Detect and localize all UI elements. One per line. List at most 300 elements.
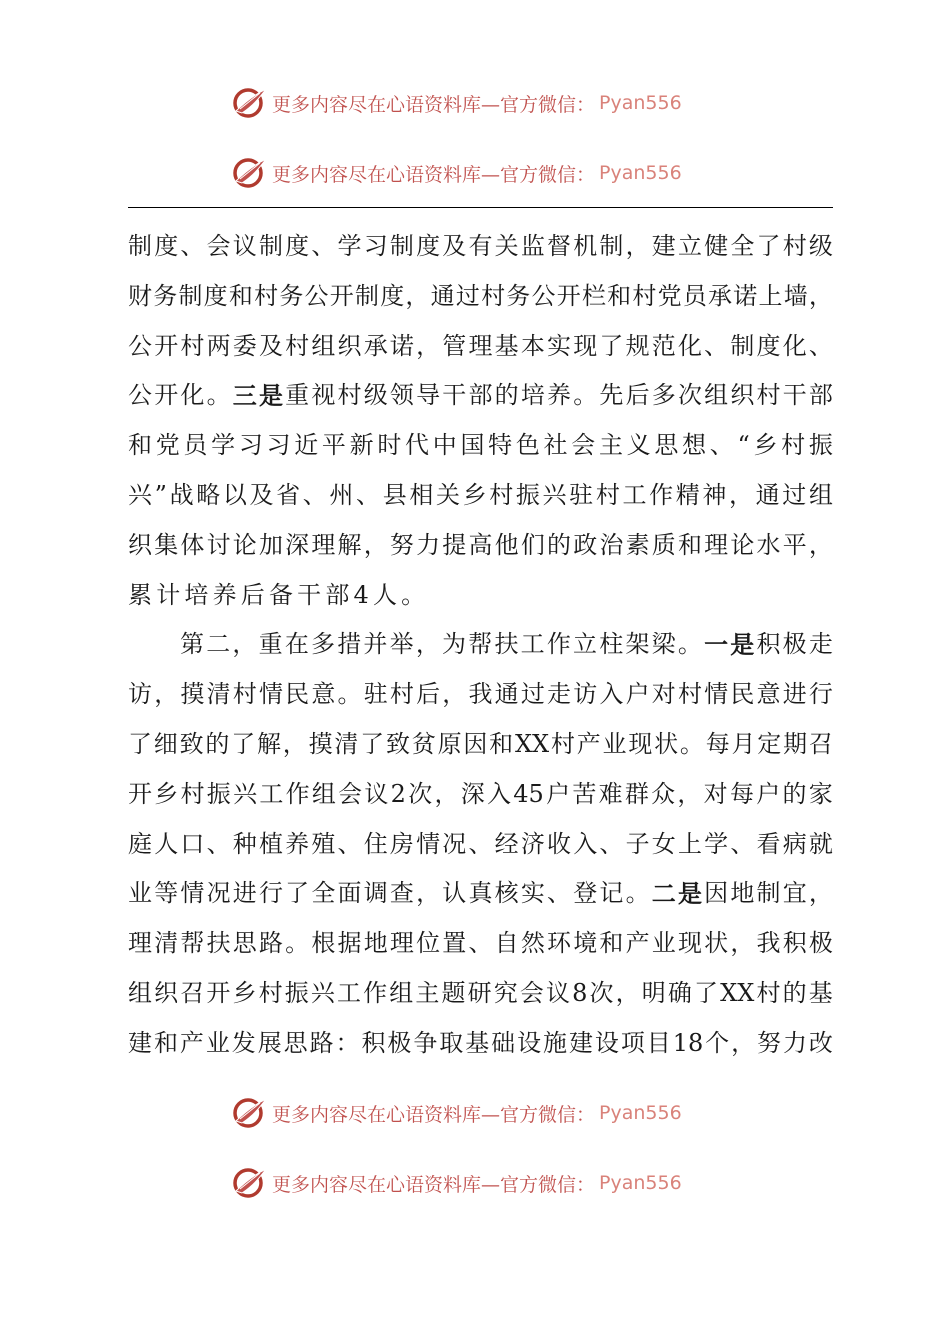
text-char: 会 xyxy=(338,779,363,808)
text-char: 理 xyxy=(128,929,152,958)
text-char: 养 xyxy=(285,829,310,858)
text-line xyxy=(128,371,833,421)
text-char: 入 xyxy=(573,829,598,858)
text-char: 二 xyxy=(206,630,231,659)
text-char: 兴 xyxy=(542,480,567,509)
text-char: 、 xyxy=(356,480,381,509)
text-char: ， xyxy=(729,480,754,509)
text-char: 制 xyxy=(730,331,755,360)
text-char: 加 xyxy=(258,530,283,559)
text-char: 习 xyxy=(363,232,388,260)
text-char: 务 xyxy=(279,281,304,310)
text-char: 现 xyxy=(628,729,653,758)
text-char: 、 xyxy=(730,829,755,858)
text-char: 第 xyxy=(180,630,204,659)
text-char: 清 xyxy=(206,680,231,709)
text-char: 群 xyxy=(624,779,649,808)
text-char: 关 xyxy=(435,480,460,509)
text-char: 级 xyxy=(808,232,833,260)
text-char: 致 xyxy=(385,729,410,758)
text-char: 乡 xyxy=(753,431,778,460)
text-char: 思 xyxy=(232,929,257,958)
text-char: 设 xyxy=(594,1028,619,1057)
text-line xyxy=(128,471,833,521)
text-char: 栏 xyxy=(581,281,606,310)
text-char: 召 xyxy=(808,729,833,758)
text-char: 贫 xyxy=(411,729,436,758)
text-char: 对 xyxy=(703,779,728,808)
text-char: 基 xyxy=(808,978,833,1007)
text-char: 病 xyxy=(782,829,807,858)
text-char: 制 xyxy=(354,281,379,310)
text-char: ， xyxy=(808,281,833,310)
text-char: 极 xyxy=(808,929,833,958)
text-char: 目 xyxy=(646,1028,671,1057)
text-char: 督 xyxy=(547,232,571,260)
text-char: 民 xyxy=(730,680,755,709)
text-line xyxy=(128,222,833,272)
text-char: 现 xyxy=(677,929,702,958)
text-char: 省 xyxy=(276,480,301,509)
text-char: 村 xyxy=(756,978,781,1007)
text-char: 色 xyxy=(515,431,540,460)
text-char: 习 xyxy=(266,431,291,460)
text-char: 在 xyxy=(284,630,309,659)
text-char: 义 xyxy=(626,431,651,460)
text-char: 化 xyxy=(180,381,205,410)
text-char: 况 xyxy=(206,879,231,908)
text-char: 高 xyxy=(468,530,493,559)
text-char: 摸 xyxy=(308,729,333,758)
text-char: 上 xyxy=(677,829,702,858)
text-char: 化 xyxy=(782,331,807,360)
quill-logo-icon xyxy=(230,85,270,121)
text-char: 项 xyxy=(620,1028,645,1057)
text-char: 州 xyxy=(329,480,354,509)
text-char: 走 xyxy=(808,630,833,659)
text-char: 、 xyxy=(206,829,231,858)
text-char: 振 xyxy=(206,779,231,808)
text-char: ， xyxy=(730,929,755,958)
text-char: 致 xyxy=(179,729,204,758)
text-char: 诺 xyxy=(389,331,414,360)
text-char: 改 xyxy=(808,1028,833,1057)
text-char: 部 xyxy=(808,381,833,410)
text-char: XX xyxy=(720,978,755,1007)
text-char: 制 xyxy=(128,232,152,260)
text-char: 题 xyxy=(441,978,466,1007)
text-char: 然 xyxy=(520,929,545,958)
text-char: 平 xyxy=(782,530,807,559)
text-char: 诺 xyxy=(733,281,758,310)
text-char: 神 xyxy=(702,480,727,509)
text-char: 议 xyxy=(232,232,257,260)
text-char: 养 xyxy=(212,580,237,609)
text-char: 帮 xyxy=(468,630,493,659)
quill-logo-icon xyxy=(230,1095,270,1131)
text-char: 了 xyxy=(231,729,256,758)
text-char: 、 xyxy=(547,879,571,908)
text-char: ： xyxy=(335,1028,360,1057)
text-char: 业 xyxy=(602,729,627,758)
text-char: 部 xyxy=(468,381,493,410)
text-char: 柱 xyxy=(599,630,624,659)
text-char: 住 xyxy=(363,829,388,858)
text-char: 管 xyxy=(442,331,467,360)
banner-wechat-id: Pyan556 xyxy=(599,1172,682,1194)
bold-text: 是 xyxy=(730,630,755,660)
text-char: 植 xyxy=(258,829,283,858)
text-char: 村 xyxy=(550,729,575,758)
text-char: 多 xyxy=(651,381,676,410)
text-line xyxy=(128,919,833,969)
text-char: 村 xyxy=(180,331,205,360)
text-char: 习 xyxy=(238,431,263,460)
text-char: 组 xyxy=(389,978,414,1007)
text-char: 争 xyxy=(413,1028,438,1057)
text-line xyxy=(128,869,833,919)
text-char: 组 xyxy=(311,331,336,360)
text-char: 进 xyxy=(782,680,807,709)
text-char: 制 xyxy=(756,879,781,908)
text-char: 素 xyxy=(625,530,650,559)
text-char: 庭 xyxy=(128,829,152,858)
text-char: 村 xyxy=(677,680,702,709)
text-char: 设 xyxy=(517,1028,542,1057)
text-char: 产 xyxy=(576,729,601,758)
text-char: 情 xyxy=(180,879,205,908)
text-char: 乡 xyxy=(462,480,487,509)
banner-wechat-id: Pyan556 xyxy=(599,1102,682,1124)
text-char: 了 xyxy=(285,879,310,908)
text-char: 户 xyxy=(756,779,781,808)
text-char: 召 xyxy=(180,978,205,1007)
text-char: ， xyxy=(434,779,459,808)
text-char: 导 xyxy=(416,381,441,410)
text-char: 工 xyxy=(259,779,284,808)
text-char: 情 xyxy=(704,680,729,709)
text-char: 多 xyxy=(311,630,336,659)
bold-text: 一 xyxy=(704,630,729,660)
text-char: 。 xyxy=(677,630,702,659)
text-char: 新 xyxy=(349,431,374,460)
text-char: 帮 xyxy=(180,929,205,958)
text-char: 国 xyxy=(460,431,485,460)
bold-text: 是 xyxy=(258,381,283,411)
text-char: 深 xyxy=(460,779,485,808)
text-char: 后 xyxy=(240,580,265,609)
text-char: 访 xyxy=(573,680,598,709)
text-char: 织 xyxy=(337,331,362,360)
text-char: 理 xyxy=(389,929,414,958)
text-char: 宜 xyxy=(782,879,807,908)
text-char: 立 xyxy=(677,232,702,260)
text-char: 业 xyxy=(205,1028,230,1057)
text-char: 女 xyxy=(651,829,676,858)
text-char: ， xyxy=(232,630,257,659)
text-char: 产 xyxy=(625,929,650,958)
text-char: 讨 xyxy=(206,530,231,559)
text-char: 范 xyxy=(651,331,676,360)
text-char: 况 xyxy=(442,829,467,858)
text-char: 置 xyxy=(442,929,467,958)
text-char: 通 xyxy=(494,680,519,709)
text-char: 积 xyxy=(782,929,807,958)
text-char: 理 xyxy=(311,530,336,559)
text-char: 户 xyxy=(546,779,571,808)
text-char: 党 xyxy=(657,281,682,310)
text-char: 水 xyxy=(756,530,781,559)
text-char: 论 xyxy=(730,530,755,559)
text-char: 开 xyxy=(206,978,231,1007)
text-line xyxy=(128,969,833,1019)
text-char: 累 xyxy=(128,580,152,609)
text-char: 战 xyxy=(169,480,194,509)
text-char: 、 xyxy=(808,331,833,360)
text-char: 议 xyxy=(546,978,570,1007)
text-char: 和 xyxy=(128,431,152,460)
text-char: 代 xyxy=(405,431,430,460)
text-char: 作 xyxy=(285,779,310,808)
bold-text: 是 xyxy=(677,879,702,909)
text-char: 行 xyxy=(258,879,283,908)
text-char: XX xyxy=(514,729,550,758)
text-char: 兴 xyxy=(310,978,335,1007)
text-char: 会 xyxy=(206,232,231,260)
text-char: 关 xyxy=(494,232,519,260)
text-char: 组 xyxy=(704,381,729,410)
text-char: 干 xyxy=(442,381,467,410)
text-char: 时 xyxy=(377,431,402,460)
text-char: 努 xyxy=(757,1028,782,1057)
text-char: 路 xyxy=(309,1028,334,1057)
text-line xyxy=(128,620,833,670)
text-char: 面 xyxy=(337,879,362,908)
text-char: 和 xyxy=(599,929,624,958)
bold-text: 二 xyxy=(651,879,676,909)
text-char: ， xyxy=(808,879,833,908)
text-char: 个 xyxy=(705,1028,730,1057)
text-char: 度 xyxy=(380,281,405,310)
text-char: 境 xyxy=(573,929,598,958)
text-char: 组 xyxy=(128,978,152,1007)
text-char: 本 xyxy=(520,331,545,360)
text-char: 织 xyxy=(128,530,152,559)
text-char: 实 xyxy=(547,331,571,360)
text-char: 会 xyxy=(519,978,544,1007)
text-char: 度 xyxy=(285,232,310,260)
text-char: 村 xyxy=(595,480,620,509)
text-char: 。 xyxy=(573,381,598,410)
text-char: 作 xyxy=(363,978,388,1007)
text-char: 据 xyxy=(337,929,362,958)
text-char: 学 xyxy=(337,232,362,260)
text-char: ， xyxy=(416,879,441,908)
text-char: 细 xyxy=(153,729,178,758)
text-char: 驻 xyxy=(363,680,388,709)
text-char: 深 xyxy=(285,530,310,559)
text-char: 我 xyxy=(756,929,781,958)
text-char: 意 xyxy=(311,680,336,709)
text-char: 思 xyxy=(654,431,679,460)
text-char: 建 xyxy=(651,232,676,260)
text-char: 45 xyxy=(513,779,544,808)
text-char: 作 xyxy=(546,630,571,659)
text-char: ， xyxy=(415,630,440,659)
text-char: 乡 xyxy=(154,779,179,808)
text-char: 理 xyxy=(468,331,493,360)
text-char: 原 xyxy=(437,729,462,758)
text-char: 村 xyxy=(389,680,414,709)
text-char: 我 xyxy=(468,680,493,709)
text-char: 机 xyxy=(573,232,598,260)
text-char: 并 xyxy=(363,630,388,659)
text-char: 工 xyxy=(622,480,647,509)
text-char: 学 xyxy=(211,431,236,460)
text-char: 实 xyxy=(520,879,545,908)
text-char: 相 xyxy=(409,480,434,509)
text-char: 乡 xyxy=(232,978,257,1007)
text-char: 究 xyxy=(493,978,518,1007)
text-char: 培 xyxy=(520,381,545,410)
text-char: 解 xyxy=(256,729,281,758)
text-char: 了 xyxy=(694,978,719,1007)
header-divider xyxy=(128,207,833,208)
text-char: 对 xyxy=(651,680,676,709)
text-char: 清 xyxy=(334,729,359,758)
text-char: 振 xyxy=(284,978,309,1007)
text-char: 村 xyxy=(756,381,781,410)
text-char: 因 xyxy=(463,729,488,758)
text-char: 。 xyxy=(679,729,704,758)
text-char: ， xyxy=(405,281,430,310)
text-char: 期 xyxy=(783,729,808,758)
text-char: 。 xyxy=(337,680,362,709)
text-line xyxy=(128,322,833,372)
text-char: 力 xyxy=(416,530,441,559)
text-char: 人 xyxy=(154,829,179,858)
text-char: 位 xyxy=(416,929,441,958)
text-char: 。 xyxy=(625,879,650,908)
text-char: 力 xyxy=(782,1028,807,1057)
text-char: 干 xyxy=(297,580,322,609)
text-char: 举 xyxy=(389,630,414,659)
text-char: 发 xyxy=(231,1028,256,1057)
text-char: 取 xyxy=(439,1028,464,1057)
text-char: 公 xyxy=(128,381,152,410)
text-char: 村 xyxy=(781,431,806,460)
text-char: 民 xyxy=(285,680,310,709)
text-line xyxy=(128,571,833,621)
text-char: 会 xyxy=(571,431,596,460)
text-char: 度 xyxy=(203,281,228,310)
text-char: 想 xyxy=(682,431,707,460)
text-char: 驻 xyxy=(569,480,594,509)
text-char: 研 xyxy=(467,978,492,1007)
text-char: 、 xyxy=(704,331,729,360)
text-char: 月 xyxy=(731,729,756,758)
banner-wechat-id: Pyan556 xyxy=(599,92,682,114)
text-char: 开 xyxy=(154,381,179,410)
text-line xyxy=(128,670,833,720)
text-char: 全 xyxy=(730,232,755,260)
text-char: 主 xyxy=(415,978,440,1007)
text-char: 他 xyxy=(494,530,519,559)
text-char: 社 xyxy=(543,431,568,460)
text-char: 村 xyxy=(232,680,257,709)
text-char: 情 xyxy=(258,680,283,709)
text-char: 难 xyxy=(598,779,623,808)
text-char: 努 xyxy=(389,530,414,559)
text-char: 理 xyxy=(704,530,729,559)
text-char: 公 xyxy=(128,331,152,360)
text-char: 情 xyxy=(416,829,441,858)
text-char: 清 xyxy=(154,929,179,958)
text-char: 次 xyxy=(589,978,614,1007)
text-char: 兴 xyxy=(233,779,258,808)
text-char: ， xyxy=(363,530,388,559)
text-char: 、 xyxy=(468,829,493,858)
text-char: 真 xyxy=(468,879,493,908)
text-char: 济 xyxy=(520,829,545,858)
text-char: 入 xyxy=(599,680,624,709)
text-char: 走 xyxy=(547,680,571,709)
text-char: 村 xyxy=(258,978,283,1007)
text-char: 过 xyxy=(520,680,545,709)
text-char: ， xyxy=(154,680,179,709)
text-char: 业 xyxy=(651,929,676,958)
text-char: 后 xyxy=(625,381,650,410)
text-char: 展 xyxy=(257,1028,282,1057)
text-char: 状 xyxy=(704,929,729,958)
text-char: “ xyxy=(737,431,750,460)
text-char: 定 xyxy=(757,729,782,758)
text-char: 因 xyxy=(704,879,729,908)
text-char: 每 xyxy=(705,729,730,758)
text-char: 的 xyxy=(782,978,807,1007)
text-char: 县 xyxy=(382,480,407,509)
banner-wechat-id: Pyan556 xyxy=(599,162,682,184)
text-char: 先 xyxy=(599,381,624,410)
text-char: 础 xyxy=(491,1028,516,1057)
text-char: 级 xyxy=(363,381,388,410)
text-char: 承 xyxy=(363,331,388,360)
text-char: 及 xyxy=(249,480,274,509)
text-char: 、 xyxy=(709,431,734,460)
text-char: 养 xyxy=(547,381,571,410)
text-char: 监 xyxy=(520,232,545,260)
banner-text: 更多内容尽在心语资料库—官方微信： xyxy=(272,163,596,186)
text-char: ， xyxy=(615,978,640,1007)
text-char: 了 xyxy=(128,729,152,758)
text-char: 了 xyxy=(599,331,624,360)
text-char: ” xyxy=(154,480,167,509)
text-char: 公 xyxy=(304,281,329,310)
text-char: 村 xyxy=(254,281,279,310)
text-char: 了 xyxy=(756,232,781,260)
text-char: 现 xyxy=(573,331,598,360)
text-char: 近 xyxy=(294,431,319,460)
text-char: 村 xyxy=(285,331,310,360)
text-char: 培 xyxy=(184,580,209,609)
text-char: 地 xyxy=(730,879,755,908)
text-char: 党 xyxy=(155,431,180,460)
text-char: 、 xyxy=(302,480,327,509)
text-char: 振 xyxy=(515,480,540,509)
text-char: 政 xyxy=(573,530,598,559)
text-char: 、 xyxy=(468,929,493,958)
text-char: 看 xyxy=(756,829,781,858)
